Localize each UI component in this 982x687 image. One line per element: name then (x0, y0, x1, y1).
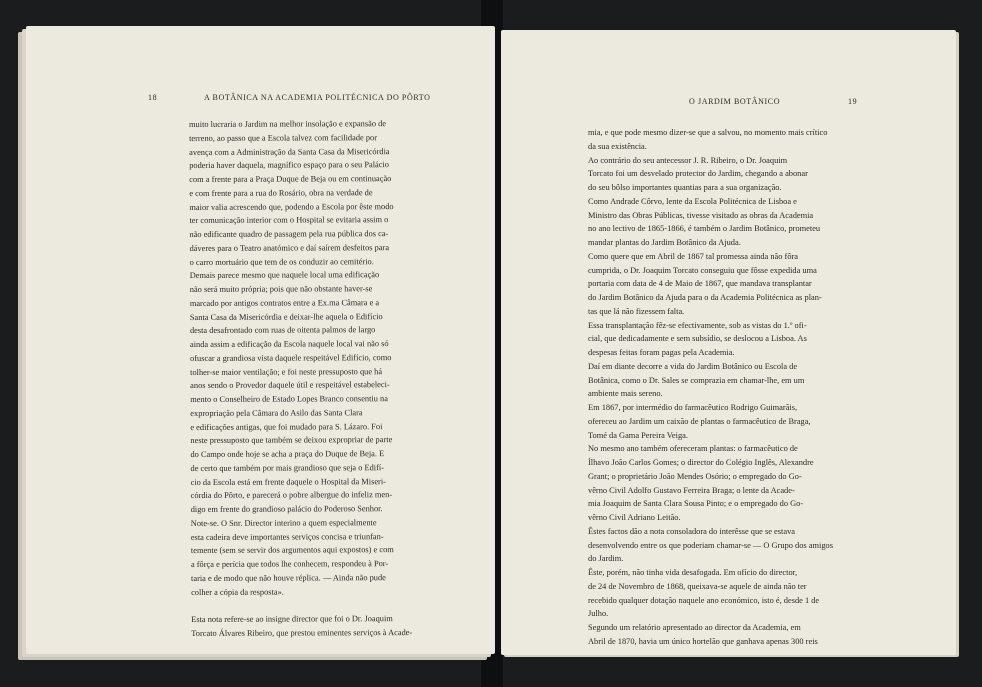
text-line: mento o Conselheiro de Estado Lopes Branco consentiu na (190, 394, 388, 404)
text-line: Abril de 1870, havia um único hortelão que ganhava apenas 300 reis (588, 636, 818, 646)
text-line: ambiente mais sereno. (588, 389, 663, 399)
left-page (26, 26, 495, 654)
body-block (191, 612, 421, 641)
text-line: a fôrça e perícia que todos lhe conhecem, respondeu à Por- (190, 559, 389, 569)
text-line: tas que lá não fizessem falta. (588, 306, 685, 316)
text-line: Ao contrário do seu antecessor J. R. Ribeiro, o Dr. Joaquim (588, 155, 788, 165)
text-line: ofuscar a grandiosa vista daquele respeitável Edifício, como (190, 352, 392, 363)
text-line: com a frente para a Praça Duque de Beja ou em continuação (189, 174, 392, 184)
body-block (189, 117, 421, 599)
text-line: poderia haver daquela, magnífico espaço para o seu Palácio (189, 160, 389, 171)
text-line: Tomé da Gama Pereira Veiga. (588, 430, 688, 440)
text-line: Torcato foi um desvelado protector do Jardim, chegando a abonar (588, 169, 808, 179)
text-line: de 24 de Novembro de 1868, queixava-se aquele de ainda não ter (588, 581, 807, 591)
text-line: cio da Escola está em frente daquele o Hospital da Miseri- (190, 476, 386, 487)
text-line: Como quere que em Abril de 1867 tal promessa ainda não fôra (588, 251, 799, 261)
text-line: do seu bôlso importantes quantias para a sua organização. (588, 183, 782, 192)
text-line: desta desafrontado com ruas de oitenta palmos de largo (189, 325, 376, 336)
right-page (501, 30, 956, 655)
text-line: ainda assim a edificação da Escola naquele local vai não só (189, 339, 389, 349)
text-line: muito lucraria o Jardim na melhor insolação e expansão de (189, 119, 387, 129)
text-line: Esta nota refere-se ao insigne director que foi o Dr. Joaquim (191, 614, 393, 625)
text-line: não será muito própria; pois que não obstante haver-se (189, 284, 373, 294)
running-head: O JARDIM BOTÂNICO (689, 97, 781, 106)
text-line: dáveres para o Teatro anatómico e daí saírem desfeitos para (189, 242, 390, 253)
text-line: No mesmo ano também ofereceram plantas: o farmacêutico de (588, 444, 798, 454)
text-line: mia, e que pode mesmo dizer-se que a salvou, no momento mais crítico (588, 128, 828, 137)
text-line: vêrno Civil Adriano Leitão. (588, 513, 681, 522)
text-line: de certo que também por mais grandioso que seja o Edifí- (190, 462, 385, 473)
right-page-body (588, 126, 858, 649)
text-line: terreno, ao passo que a Escola talvez com facilidade por (189, 132, 377, 143)
text-line: Santa Casa da Misericórdia e deixar-lhe aquela o Edifício (189, 311, 383, 322)
running-head: A BOTÂNICA NA ACADEMIA POLITÉCNICA DO PÔRTO (204, 93, 431, 102)
text-line: maior valia acrescendo que, podendo a Escola por êste modo (189, 201, 394, 212)
text-line: mia Joaquim de Santa Clara Sousa Pinto; e o empregado do Go- (588, 499, 804, 509)
text-line: expropriação pela Câmara do Asilo das Santa Clara (190, 407, 363, 418)
text-line: ofereceu ao Jardim um caixão de plantas o farmacêutico de Braga, (588, 416, 811, 426)
text-line: no ano lectivo de 1865-1866, é também o Jardim Botânico, prometeu (588, 224, 821, 234)
text-line: Note-se. O Snr. Director interino a quem especialmente (190, 517, 377, 528)
text-line: e edificações antigas, que foi mudado para S. Lázaro. Foi (190, 421, 383, 432)
text-line: taria e de modo que não houve réplica. — Ainda não pude (190, 572, 386, 583)
text-line: despesas feitas foram pagas pela Academia. (588, 348, 735, 357)
text-line: esta cadeira deve importantes serviços concisa e triunfan- (190, 531, 384, 542)
text-line: temente (sem se servir dos argumentos aqui expostos) e com (190, 545, 394, 556)
text-line: e com frente para a rua do Rosário, obra na verdade de (189, 187, 373, 198)
text-line: recebido qualquer dotação naquele ano económico, isto é, desde 1 de (588, 595, 820, 605)
page-number: 18 (148, 93, 158, 102)
text-line: avença com a Administração da Santa Casa da Misericórdia (189, 146, 390, 157)
text-line: Êste, porém, não tinha vida desafogada. Em ofício do director, (588, 568, 798, 577)
text-line: Êstes factos dão a nota consoladora do interêsse que se estava (588, 526, 795, 536)
text-line: Torcato Álvares Ribeiro, que prestou eminentes serviços à Acade- (191, 628, 413, 638)
text-line: Julho. (588, 609, 609, 619)
text-line: ter comunicação interior com o Hospital se evitaria assim o (189, 215, 389, 226)
text-line: do Jardim Botânico da Ajuda para o da Academia Politécnica as plan- (588, 293, 822, 302)
text-line: vêrno Civil Adolfo Gustavo Ferreira Braga; o lente da Acade- (588, 485, 795, 495)
page-number: 19 (848, 97, 858, 106)
text-line: do Jardim. (588, 554, 624, 564)
text-line: o carro mortuário que tem de os conduzir ao cemitério. (189, 256, 374, 267)
text-line: anos sendo o Provedor daquele útil e respeitável estabeleci- (190, 380, 390, 391)
text-line: Essa transplantação fêz-se efectivamente, sob as vistas do 1.º ofi- (588, 320, 807, 330)
body-block (588, 126, 858, 649)
text-line: colher a cópia da resposta». (191, 587, 284, 597)
text-line: Ministro das Obras Públicas, tivesse visitado as obras da Academia (588, 210, 814, 220)
text-line: córdia do Pôrto, e parecerá o pobre albergue do infeliz men- (190, 490, 393, 501)
text-line: Ílhavo João Carlos Gomes; o director do Colégio Inglês, Alexandre (588, 458, 814, 467)
text-line: mandar plantas do Jardim Botânico da Ajuda. (588, 238, 741, 247)
text-line: marcado por antigos contratos entre a Ex.ma Câmara e a (189, 297, 380, 308)
text-line: Grant; o proprietário João Mendes Osório; o empregado do Go- (588, 471, 802, 481)
text-line: desenvolvendo entre os que poderiam chamar-se — O Grupo dos amigos (588, 540, 833, 550)
text-line: Em 1867, por intermédio do farmacêutico Rodrigo Guimarãis, (588, 403, 798, 412)
text-line: cumprida, o Dr. Joaquim Torcato conseguiu que fôsse expedida uma (588, 265, 817, 275)
text-line: Daí em diante decorre a vida do Jardim Botânico ou Escola de (588, 361, 798, 371)
text-line: Botânica, como o Dr. Sales se comprazia em chamar-lhe, em um (588, 375, 805, 385)
text-line: portaria com data de 4 de Maio de 1867, que mandava transplantar (588, 279, 812, 289)
text-line: neste pressuposto que também se deixou expropriar de parte (190, 435, 393, 446)
text-line: do Campo onde hoje se acha a praça do Duque de Beja. E (190, 449, 385, 459)
text-line: não edificante quadro de passagem pela rua pública dos ca- (189, 229, 389, 239)
text-line: tolher-se maior ventilação; e foi neste pressuposto que há (190, 366, 383, 377)
text-line: Como Andrade Côrvo, lente da Escola Politécnica de Lisboa e (588, 196, 797, 206)
text-line: digo em frente do grandioso palácio do Poderoso Senhor. (190, 504, 383, 514)
text-line: da sua existência. (588, 141, 647, 151)
left-page-body (189, 117, 421, 641)
text-line: Segundo um relatório apresentado ao director da Academia, em (588, 623, 801, 632)
text-line: cial, que dedicadamente e sem subsídio, se deslocou a Lisboa. As (588, 334, 807, 344)
text-line: Demais parece mesmo que naquele local uma edificação (189, 270, 380, 281)
